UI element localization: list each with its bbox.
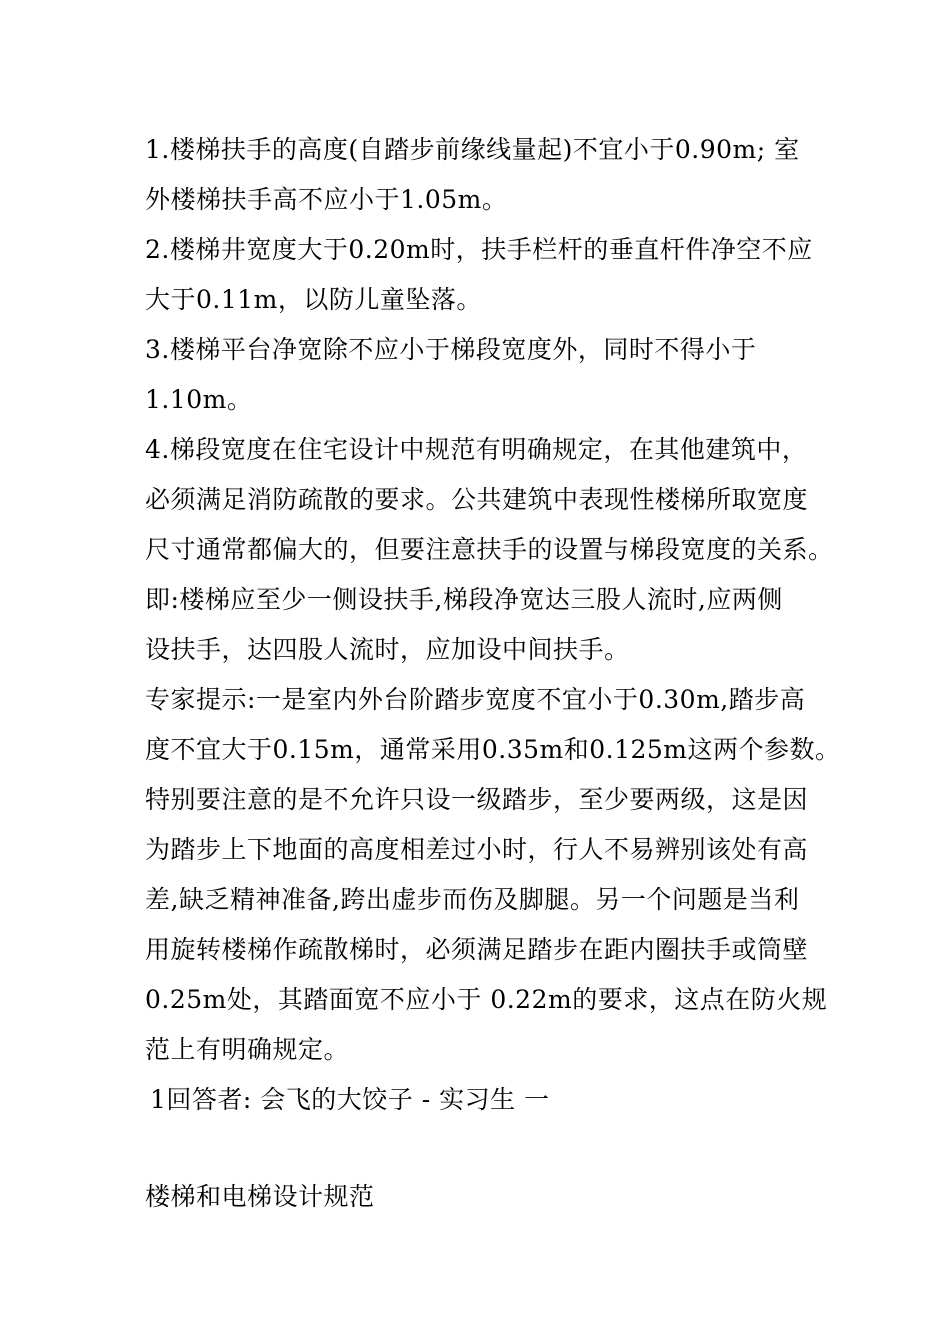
text-line: 大于0.11m，以防儿童坠落。 bbox=[145, 285, 482, 314]
text-line: 1.10m。 bbox=[145, 385, 253, 414]
text-line: 专家提示:一是室内外台阶踏步宽度不宜小于0.30m,踏步高 bbox=[145, 685, 806, 714]
text-line: 必须满足消防疏散的要求。公共建筑中表现性楼梯所取宽度 bbox=[145, 485, 809, 514]
text-line: 0.25m处，其踏面宽不应小于 0.22m的要求，这点在防火规 bbox=[145, 985, 828, 1014]
text-line: 尺寸通常都偏大的，但要注意扶手的设置与梯段宽度的关系。 bbox=[145, 535, 834, 564]
answerer-line: 1回答者: 会飞的大饺子 - 实习生 一 bbox=[150, 1085, 550, 1114]
text-line: 设扶手，达四股人流时，应加设中间扶手。 bbox=[145, 635, 630, 664]
text-line: 特别要注意的是不允许只设一级踏步，至少要两级，这是因 bbox=[145, 785, 809, 814]
text-line: 范上有明确规定。 bbox=[145, 1035, 350, 1064]
section-heading: 楼梯和电梯设计规范 bbox=[145, 1182, 375, 1211]
text-line: 4.梯段宽度在住宅设计中规范有明确规定，在其他建筑中， bbox=[145, 435, 808, 464]
text-line: 用旋转楼梯作疏散梯时，必须满足踏步在距内圈扶手或筒壁 bbox=[145, 935, 809, 964]
text-line: 即:楼梯应至少一侧设扶手,梯段净宽达三股人流时,应两侧 bbox=[145, 585, 783, 614]
text-line: 为踏步上下地面的高度相差过小时，行人不易辨别该处有高 bbox=[145, 835, 809, 864]
text-line: 3.楼梯平台净宽除不应小于梯段宽度外，同时不得小于 bbox=[145, 335, 757, 364]
text-line: 外楼梯扶手高不应小于1.05m。 bbox=[145, 185, 508, 214]
text-line: 2.楼梯井宽度大于0.20m时，扶手栏杆的垂直杆件净空不应 bbox=[145, 235, 813, 264]
text-line: 1.楼梯扶手的高度(自踏步前缘线量起)不宜小于0.90m; 室 bbox=[145, 135, 800, 164]
text-line: 度不宜大于0.15m，通常采用0.35m和0.125m这两个参数。 bbox=[145, 735, 841, 764]
text-line: 差,缺乏精神准备,跨出虚步而伤及脚腿。另一个问题是当利 bbox=[145, 885, 800, 914]
